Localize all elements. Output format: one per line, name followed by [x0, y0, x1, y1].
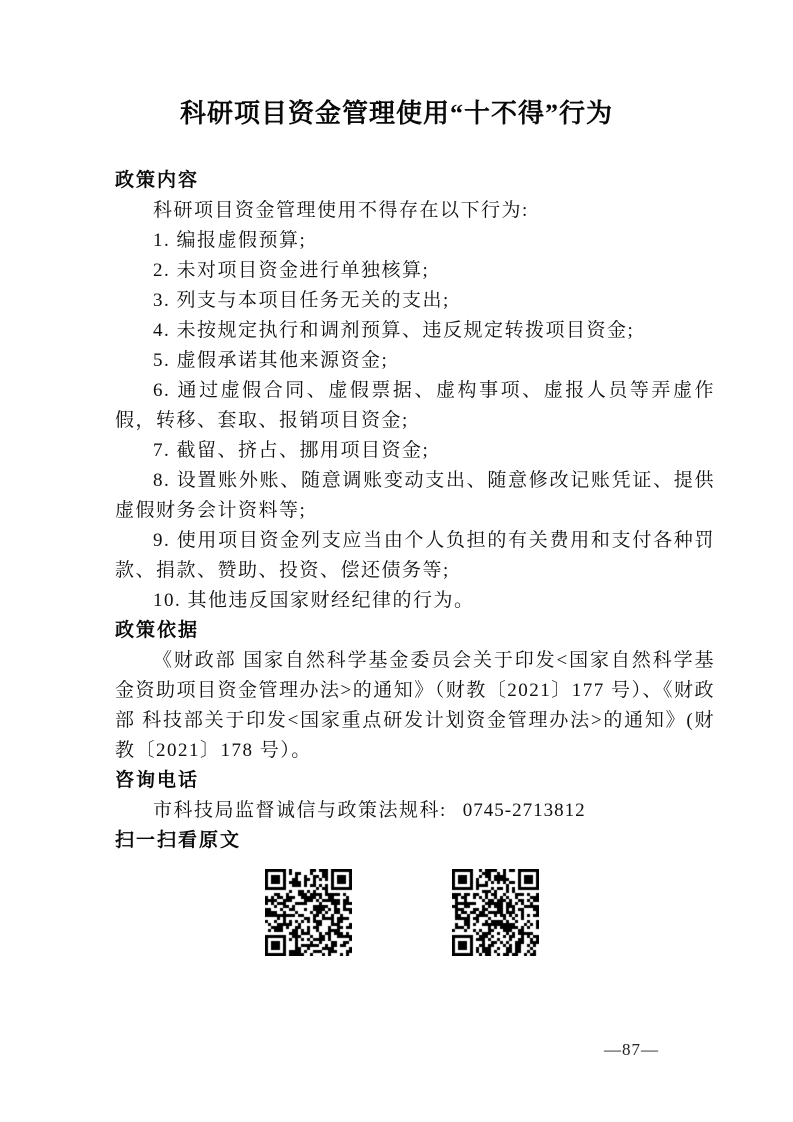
qr-code-original-right [452, 869, 539, 956]
policy-item-8: 8. 设置账外账、随意调账变动支出、随意修改记账凭证、提供虚假财务会计资料等; [115, 470, 715, 521]
policy-content-intro: 科研项目资金管理使用不得存在以下行为: [153, 200, 529, 221]
consult-phone-line [115, 796, 715, 826]
policy-item-1: 1. 编报虚假预算; [153, 230, 307, 251]
policy-item-6: 6. 通过虚假合同、虚假票据、虚构事项、虚报人员等弄虚作假，转移、套取、报销项目资金; [115, 380, 715, 431]
section-heading-scan: 扫一扫看原文 [115, 830, 242, 851]
section-heading-policy-basis: 政策依据 [115, 620, 200, 641]
qr-code-original-left [265, 869, 352, 956]
consult-phone-number: 0745-2713812 [462, 800, 586, 821]
policy-item-7: 7. 截留、挤占、挪用项目资金; [153, 440, 430, 461]
policy-item-9: 9. 使用项目资金列支应当由个人负担的有关费用和支付各种罚款、捐款、赞助、投资、偿还债务等; [115, 530, 715, 581]
document-body [115, 166, 715, 956]
section-heading-consult-phone: 咨询电话 [115, 770, 200, 791]
policy-basis-text: 《财政部 国家自然科学基金委员会关于印发<国家自然科学基金资助项目资金管理办法>的通知》（财教〔2021〕177 号）、《财政部 科技部关于印发<国家重点研发计划资金管理办法>的通知》(财教〔2021〕178 号）。 [115, 650, 715, 761]
policy-item-4: 4. 未按规定执行和调剂预算、违反规定转拨项目资金; [153, 320, 635, 341]
page-number: —87— [604, 1040, 659, 1059]
policy-item-2: 2. 未对项目资金进行单独核算; [153, 260, 430, 281]
qr-code-row [265, 869, 715, 956]
policy-item-10: 10. 其他违反国家财经纪律的行为。 [153, 590, 475, 611]
policy-item-5: 5. 虚假承诺其他来源资金; [153, 350, 389, 371]
document-title: 科研项目资金管理使用“十不得”行为 [179, 99, 613, 128]
policy-item-3: 3. 列支与本项目任务无关的支出; [153, 290, 450, 311]
section-heading-policy-content: 政策内容 [115, 170, 200, 191]
consult-department-label: 市科技局监督诚信与政策法规科: [153, 800, 447, 821]
